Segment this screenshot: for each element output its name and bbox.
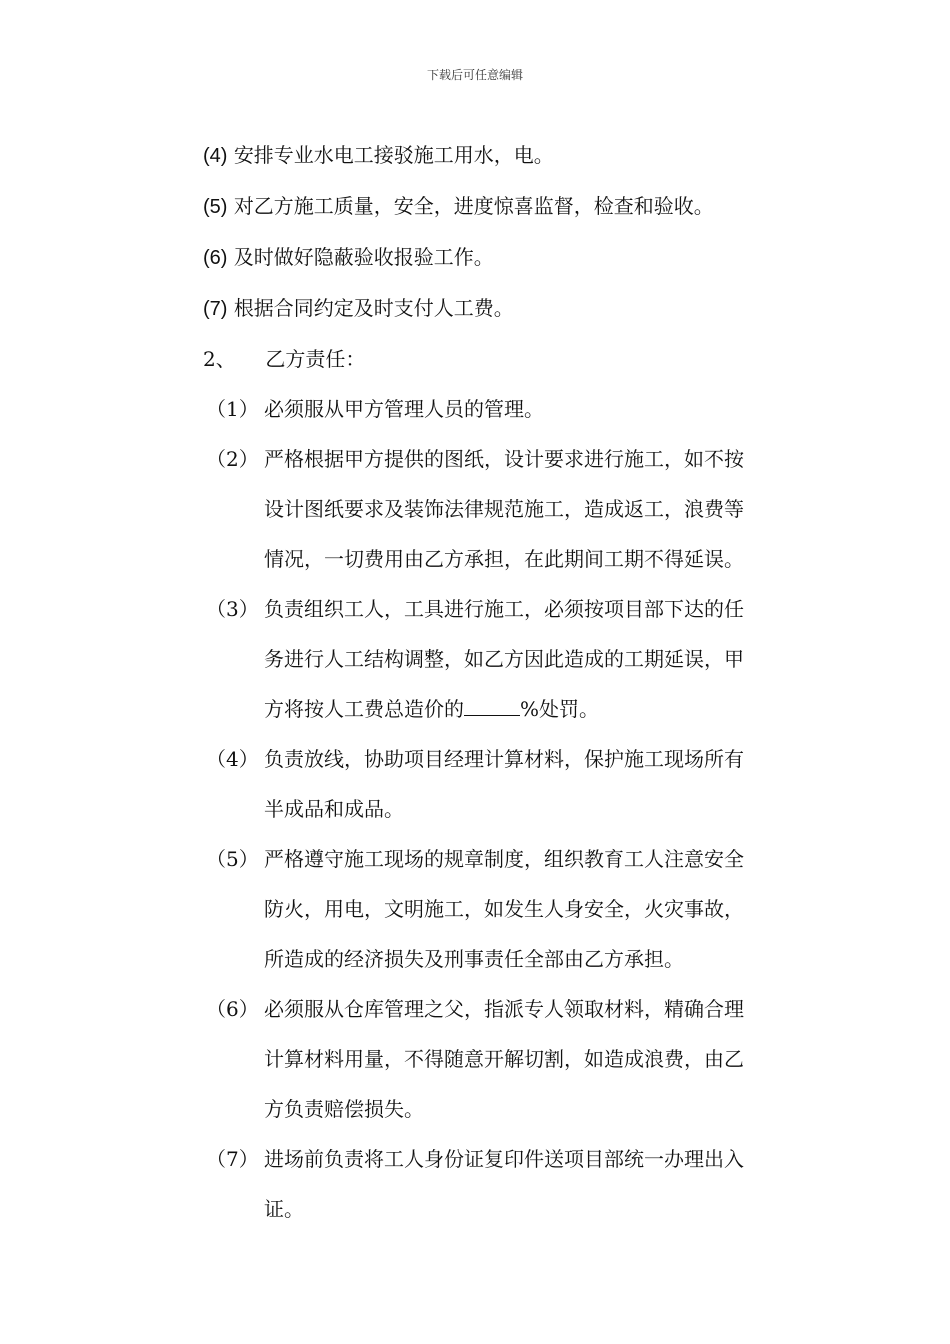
item-body xyxy=(264,834,804,984)
party-b-item-7 xyxy=(203,1134,803,1234)
party-a-item-5 xyxy=(203,181,803,232)
party-b-item-2 xyxy=(203,434,803,584)
item-body xyxy=(264,1134,804,1234)
item-number: （3） xyxy=(206,597,259,621)
item-line: 设计图纸要求及装饰法律规范施工，造成返工，浪费等 xyxy=(264,497,744,521)
item-line-with-blank xyxy=(264,684,804,734)
item-body xyxy=(264,434,804,584)
item-line: 所造成的经济损失及刑事责任全部由乙方承担。 xyxy=(264,947,684,971)
item-number: (4) xyxy=(203,145,228,167)
document-body xyxy=(203,130,803,1234)
section-title: 乙方责任： xyxy=(265,347,366,371)
party-b-item-1 xyxy=(203,384,803,434)
item-number: （2） xyxy=(206,447,259,471)
item-body xyxy=(264,734,804,834)
penalty-percent-blank[interactable] xyxy=(464,693,520,716)
item-number: (7) xyxy=(203,298,228,320)
party-a-item-7 xyxy=(203,283,803,334)
item-body xyxy=(264,384,804,434)
item-line: 证。 xyxy=(264,1197,304,1221)
party-b-item-4 xyxy=(203,734,803,834)
item-number: (6) xyxy=(203,247,228,269)
party-a-item-4 xyxy=(203,130,803,181)
item-line: 方负责赔偿损失。 xyxy=(264,1097,424,1121)
section-number: 2、 xyxy=(203,347,236,371)
item-line: 必须服从甲方管理人员的管理。 xyxy=(264,397,544,421)
item-body xyxy=(264,584,804,734)
item-line: 严格根据甲方提供的图纸，设计要求进行施工，如不按 xyxy=(264,447,744,471)
item-number: （1） xyxy=(206,397,259,421)
item-line: 必须服从仓库管理之父，指派专人领取材料，精确合理 xyxy=(264,997,744,1021)
item-text: 安排专业水电工接驳施工用水，电。 xyxy=(233,143,554,167)
item-line: 防火，用电，文明施工，如发生人身安全，火灾事故， xyxy=(264,897,744,921)
party-b-item-5 xyxy=(203,834,803,984)
party-a-item-6 xyxy=(203,232,803,283)
penalty-text-after: %处罚。 xyxy=(520,697,600,721)
item-number: （7） xyxy=(206,1147,259,1171)
item-line: 务进行人工结构调整，如乙方因此造成的工期延误，甲 xyxy=(264,647,744,671)
item-body xyxy=(264,984,804,1134)
section-heading-party-b xyxy=(203,334,803,384)
item-number: (5) xyxy=(203,196,228,218)
party-b-item-3 xyxy=(203,584,803,734)
item-number: （4） xyxy=(206,747,259,771)
item-number: （6） xyxy=(206,997,259,1021)
penalty-text-before: 方将按人工费总造价的 xyxy=(264,697,464,721)
item-line: 严格遵守施工现场的规章制度，组织教育工人注意安全 xyxy=(264,847,744,871)
party-b-item-6 xyxy=(203,984,803,1134)
item-line: 情况，一切费用由乙方承担，在此期间工期不得延误。 xyxy=(264,547,744,571)
page-header: 下载后可任意编辑 xyxy=(426,68,523,82)
item-number: （5） xyxy=(206,847,259,871)
item-line: 进场前负责将工人身份证复印件送项目部统一办理出入 xyxy=(264,1147,744,1171)
item-text: 对乙方施工质量，安全，进度惊喜监督，检查和验收。 xyxy=(233,194,714,218)
item-text: 及时做好隐蔽验收报验工作。 xyxy=(233,245,494,269)
item-text: 根据合同约定及时支付人工费。 xyxy=(233,296,514,320)
item-line: 半成品和成品。 xyxy=(264,797,404,821)
item-line: 负责组织工人，工具进行施工，必须按项目部下达的任 xyxy=(264,597,744,621)
item-line: 负责放线，协助项目经理计算材料，保护施工现场所有 xyxy=(264,747,744,771)
item-line: 计算材料用量，不得随意开解切割，如造成浪费，由乙 xyxy=(264,1047,744,1071)
